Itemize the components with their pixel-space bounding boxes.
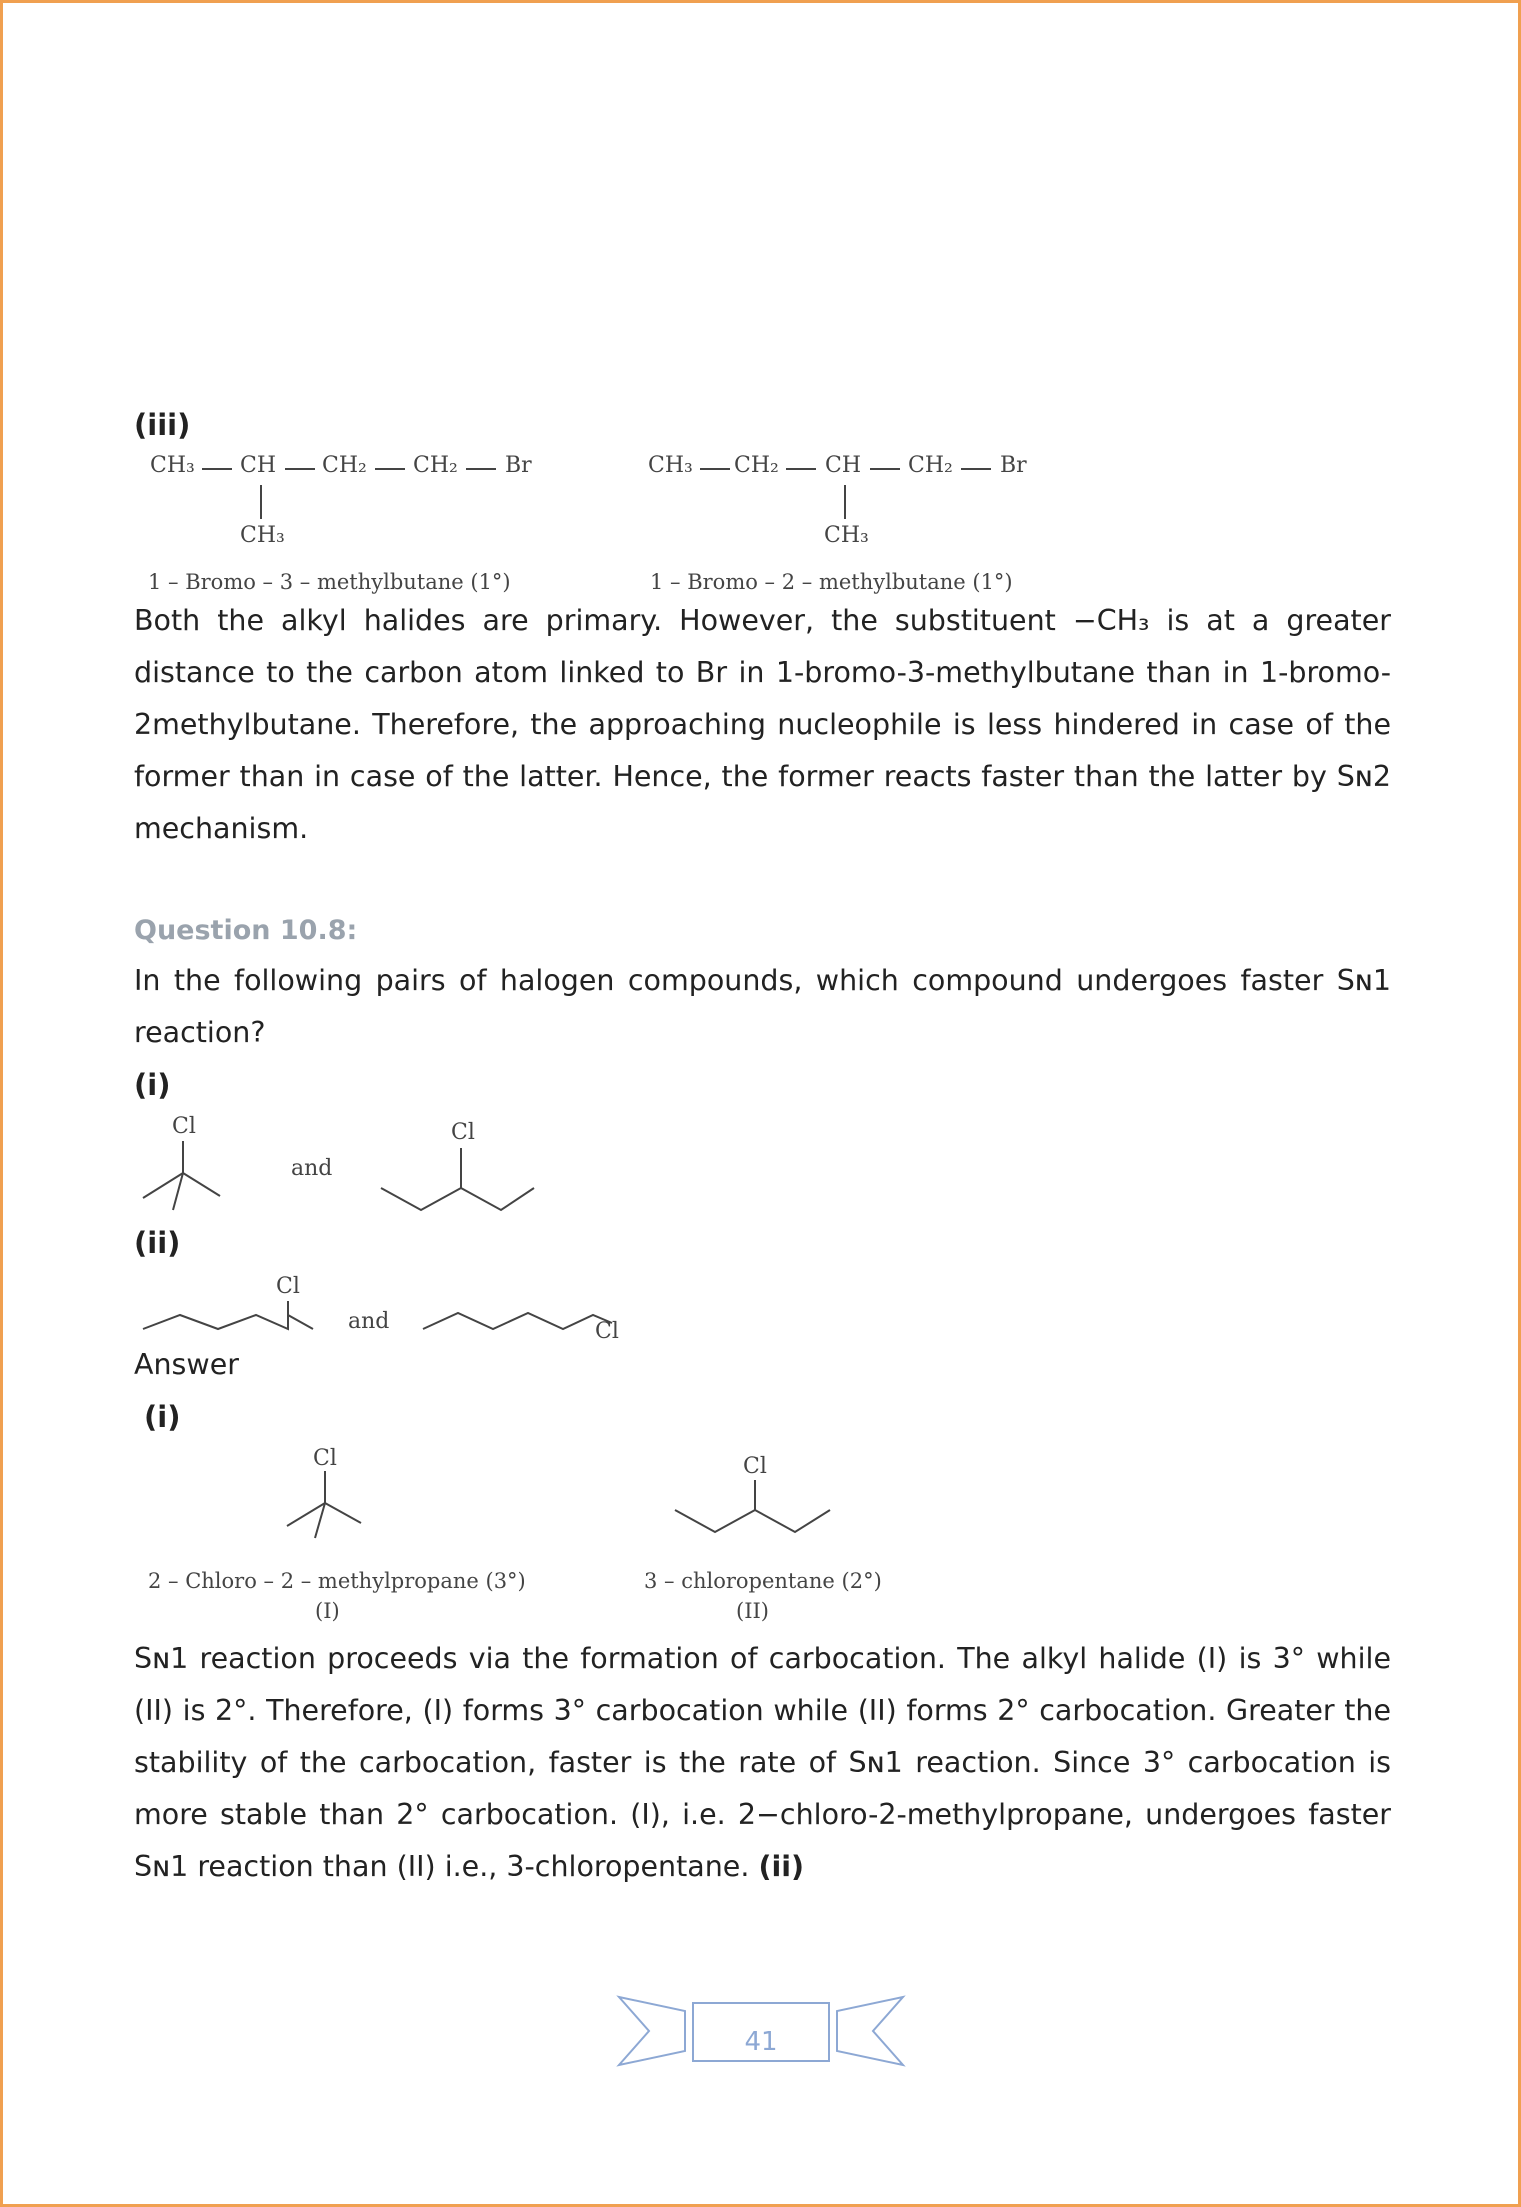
answer-part-i-label: (i) [144, 1400, 181, 1434]
atom-ch2: CH₂ [908, 453, 953, 478]
bond [700, 468, 730, 470]
bond-vertical [260, 485, 262, 519]
bond-vertical [844, 485, 846, 519]
bond [961, 468, 991, 470]
bond [202, 468, 232, 470]
caption-1-bromo-3-methylbutane: 1 – Bromo – 3 – methylbutane (1°) [148, 570, 511, 594]
atom-ch2: CH₂ [413, 453, 458, 478]
atom-ch2: CH₂ [734, 453, 779, 478]
question-part-ii-structures [128, 1265, 648, 1340]
atom-ch3-branch: CH₃ [240, 523, 285, 548]
atom-cl: Cl [595, 1319, 619, 1340]
answer-explanation-text: Sɴ1 reaction proceeds via the formation of carbocation. The alkyl halide (I) is 3° while (II) is 2°. Therefore, (I) forms 3° carbocation while (II) forms 2° carbocation. Greater the stability of the carbocation, faster is the rate of Sɴ1 reaction. Since 3° carbocation is more stable than 2° carbocation. (I), i.e. 2−chloro-2-methylpropane, undergoes faster Sɴ1 reaction than (II) i.e., 3-chloropentane. [134, 1642, 1391, 1883]
and-label: and [291, 1156, 333, 1181]
answer-label: Answer [134, 1348, 239, 1381]
question-part-i-structures [128, 1108, 558, 1218]
atom-ch3-branch: CH₃ [824, 523, 869, 548]
atom-ch: CH [825, 453, 862, 478]
atom-cl: Cl [743, 1454, 767, 1479]
page-number: 41 [744, 2027, 778, 2057]
atom-ch3: CH₃ [150, 453, 195, 478]
question-part-ii-label: (ii) [134, 1226, 181, 1260]
atom-ch3: CH₃ [648, 453, 693, 478]
explanation-iii: Both the alkyl halides are primary. However, the substituent −CH₃ is at a greater distance to the carbon atom linked to Br in 1-bromo-3-methylbutane than in 1-bromo-2methylbutane. Therefore, the approaching nucleophile is less hindered in case of the former than in case of the latter. Hence, the former reacts faster than the latter by Sɴ2 mechanism. [134, 604, 1391, 845]
atom-ch: CH [240, 453, 277, 478]
structure-1-bromo-2-methylbutane [648, 453, 1048, 553]
question-text: In the following pairs of halogen compounds, which compound undergoes faster Sɴ1 reaction? [134, 964, 1391, 1049]
caption-2-chloro-2-methylpropane: 2 – Chloro – 2 – methylpropane (3°) [148, 1569, 526, 1593]
answer-explanation [134, 1633, 1391, 1893]
bond [786, 468, 816, 470]
caption-1-bromo-2-methylbutane: 1 – Bromo – 2 – methylbutane (1°) [650, 570, 1013, 594]
bond [375, 468, 405, 470]
atom-cl: Cl [276, 1274, 300, 1299]
atom-cl: Cl [451, 1120, 475, 1145]
part-iii-label: (iii) [134, 408, 191, 442]
structure-2-chloro-2-methylpropane [263, 1441, 413, 1541]
question-label: Question 10.8: [134, 915, 358, 946]
and-label: and [348, 1309, 390, 1334]
bond [870, 468, 900, 470]
structure-3-chloropentane [663, 1448, 843, 1538]
atom-cl: Cl [172, 1114, 196, 1139]
atom-br: Br [1000, 453, 1027, 478]
question-part-i-label: (i) [134, 1068, 171, 1102]
atom-br: Br [505, 453, 532, 478]
atom-ch2: CH₂ [322, 453, 367, 478]
roman-II: (II) [736, 1599, 769, 1623]
roman-I: (I) [315, 1599, 340, 1623]
caption-3-chloropentane: 3 – chloropentane (2°) [644, 1569, 882, 1593]
bond [285, 468, 315, 470]
answer-part-ii-label: (ii) [758, 1850, 805, 1883]
bond [466, 468, 496, 470]
atom-cl: Cl [313, 1446, 337, 1471]
structure-1-bromo-3-methylbutane [150, 453, 550, 553]
